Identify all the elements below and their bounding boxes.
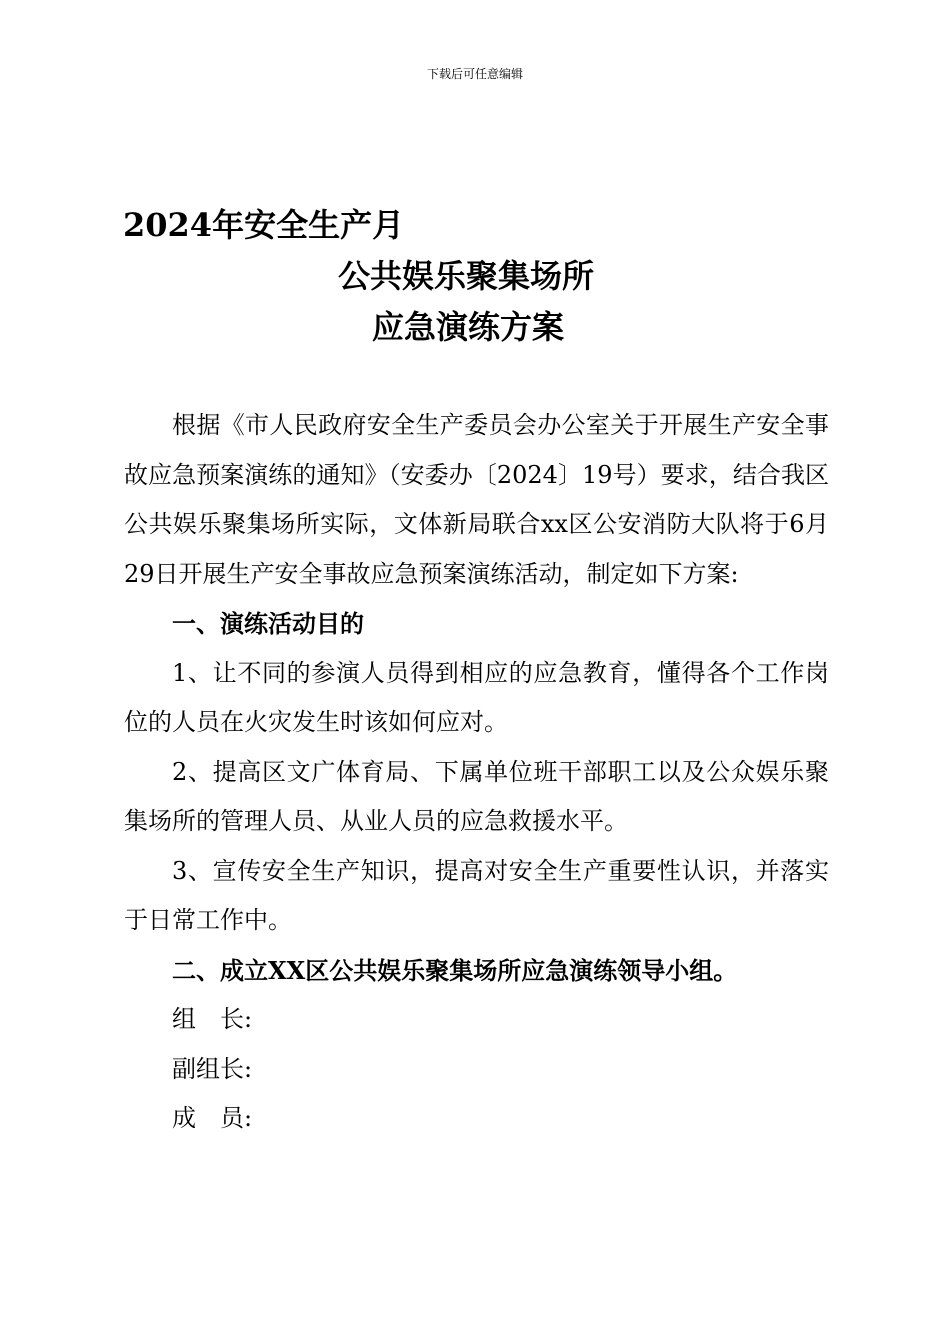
section-1-item-3: 3、宣传安全生产知识，提高对安全生产重要性认识，并落实于日常工作中。 (124, 856, 829, 934)
intro-paragraph: 根据《市人民政府安全生产委员会办公室关于开展生产安全事故应急预案演练的通知》（安委办〔2024〕19号）要求，结合我区公共娱乐聚集场所实际，文体新局联合xx区公安消防大队将于6月29日开展生产安全事故应急预案演练活动，制定如下方案: (124, 411, 829, 588)
title-line-3: 应急演练方案 (372, 308, 565, 346)
role-members: 成 员: (172, 1104, 253, 1132)
role-leader: 组 长: (172, 1005, 253, 1033)
section-1-heading: 一、演练活动目的 (172, 609, 364, 638)
title-line-2: 公共娱乐聚集场所 (338, 257, 595, 295)
section-1-item-2: 2、提高区文广体育局、下属单位班干部职工以及公众娱乐聚集场所的管理人员、从业人员的应急救援水平。 (124, 757, 829, 835)
section-2-heading: 二、成立XX区公共娱乐聚集场所应急演练领导小组。 (172, 955, 738, 985)
document-body (124, 401, 829, 1144)
section-1-item-1: 1、让不同的参演人员得到相应的应急教育，懂得各个工作岗位的人员在火灾发生时该如何应对。 (124, 658, 829, 736)
title-line-1: 2024年安全生产月 (123, 206, 405, 244)
header-note: 下载后可任意编辑 (426, 67, 523, 81)
role-deputy-leader: 副组长: (172, 1054, 253, 1083)
